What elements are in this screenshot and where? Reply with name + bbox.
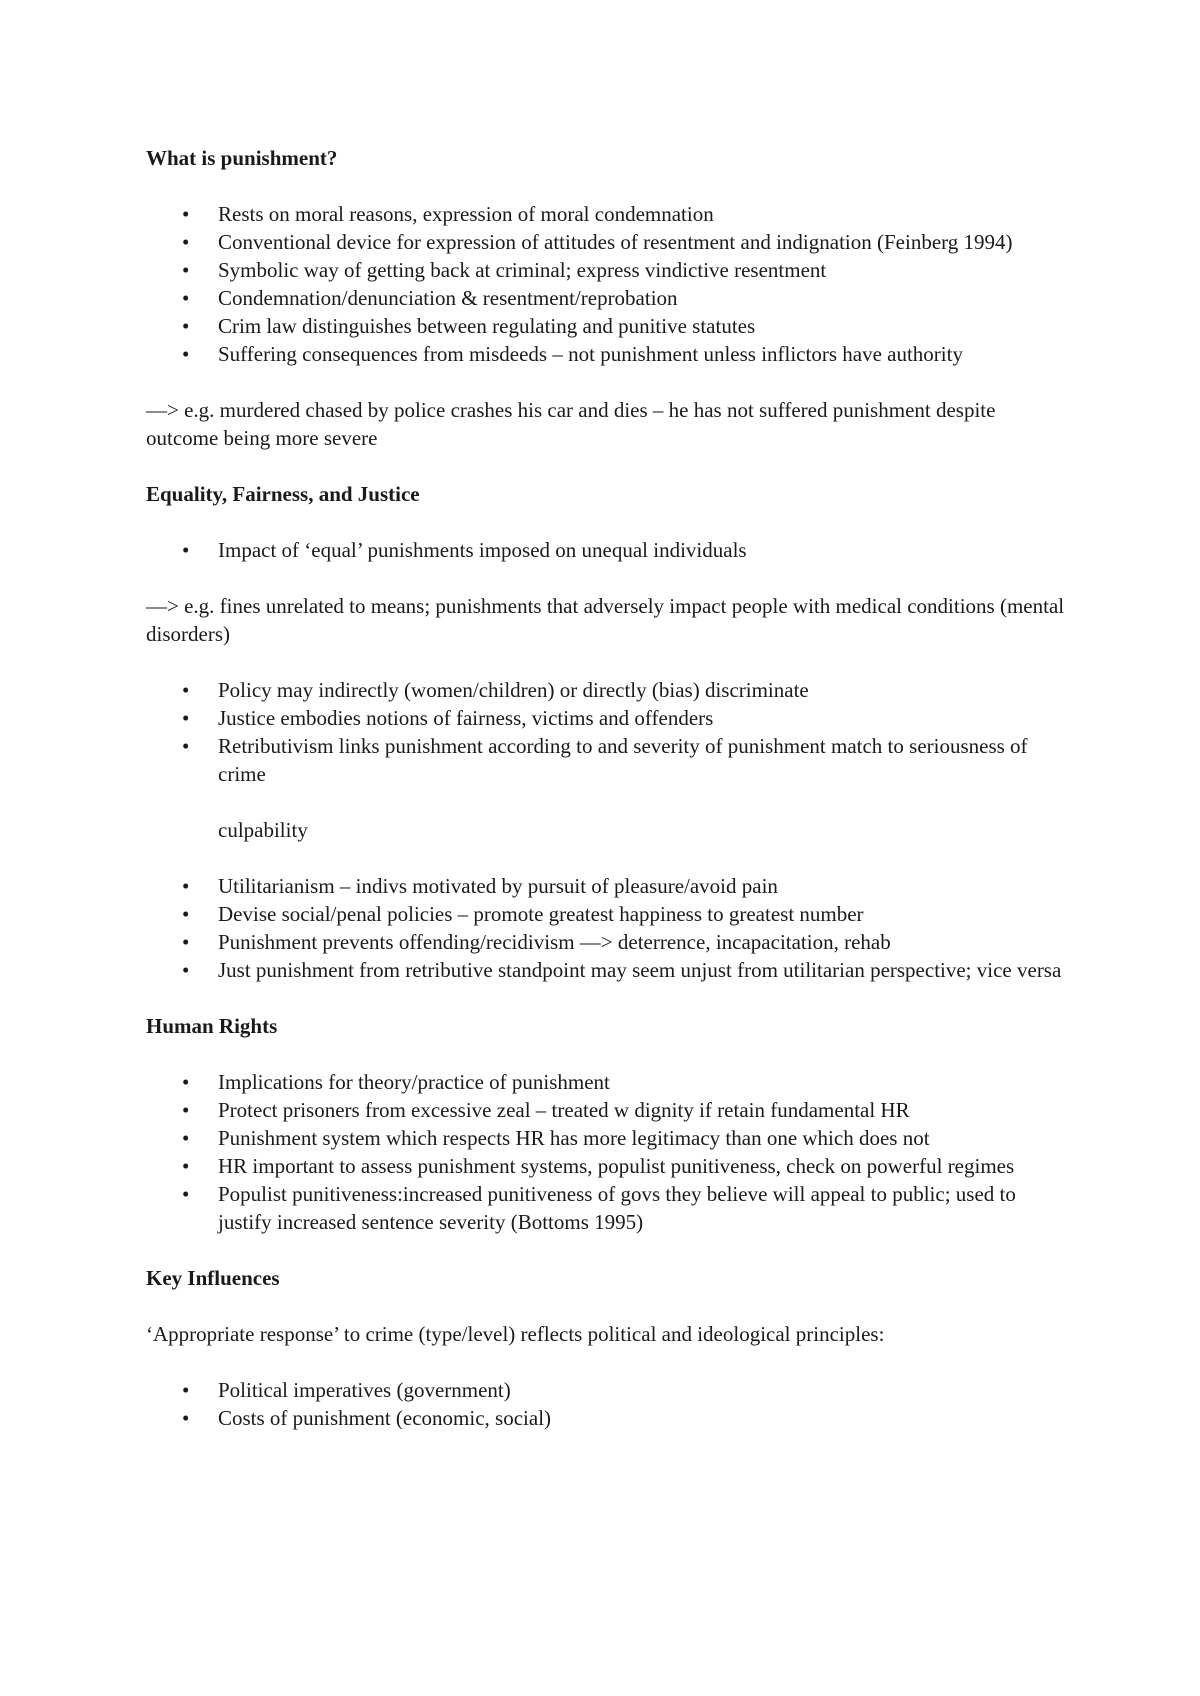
example-note: —> e.g. murdered chased by police crashes his car and dies – he has not suffered punishment despite outcome being more severe [146, 398, 996, 450]
bullet-list-human-rights [146, 1068, 1066, 1236]
heading-key-influences: Key Influences [146, 1266, 280, 1290]
list-item: • Political imperatives (government) [146, 1376, 1066, 1404]
list-item: • Conventional device for expression of attitudes of resentment and indignation (Feinberg 1994) [146, 228, 1066, 256]
list-item: • Condemnation/denunciation & resentment/reprobation [146, 284, 1066, 312]
heading-human-rights: Human Rights [146, 1014, 278, 1038]
list-item: • Utilitarianism – indivs motivated by pursuit of pleasure/avoid pain [146, 872, 1066, 900]
list-item: • Protect prisoners from excessive zeal – treated w dignity if retain fundamental HR [146, 1096, 1066, 1124]
list-item: • Symbolic way of getting back at criminal; express vindictive resentment [146, 256, 1066, 284]
bullet-list-key-influences [146, 1376, 1066, 1432]
list-item: • Just punishment from retributive standpoint may seem unjust from utilitarian perspective; vice versa [146, 956, 1066, 984]
list-item: • Retributivism links punishment according to and severity of punishment match to seriousness of crime [146, 732, 1066, 788]
indented-text: culpability [218, 818, 308, 842]
bullet-list-equality-a [146, 536, 1066, 564]
intro-paragraph: ‘Appropriate response’ to crime (type/level) reflects political and ideological principles: [146, 1322, 885, 1346]
list-item: • Policy may indirectly (women/children) or directly (bias) discriminate [146, 676, 1066, 704]
list-item: • Suffering consequences from misdeeds – not punishment unless inflictors have authority [146, 340, 1066, 368]
list-item: • Punishment prevents offending/recidivism —> deterrence, incapacitation, rehab [146, 928, 1066, 956]
bullet-list-equality-b [146, 676, 1066, 788]
list-item: • Justice embodies notions of fairness, victims and offenders [146, 704, 1066, 732]
list-item: • Impact of ‘equal’ punishments imposed on unequal individuals [146, 536, 1066, 564]
document-page [146, 144, 1066, 1432]
list-item: • Populist punitiveness:increased punitiveness of govs they believe will appeal to public; used to justify increased sentence severity (Bottoms 1995) [146, 1180, 1066, 1236]
list-item: • Devise social/penal policies – promote greatest happiness to greatest number [146, 900, 1066, 928]
heading-what-is-punishment: What is punishment? [146, 146, 338, 170]
bullet-list-equality-c [146, 872, 1066, 984]
heading-equality-fairness-justice: Equality, Fairness, and Justice [146, 482, 420, 506]
list-item: • Implications for theory/practice of punishment [146, 1068, 1066, 1096]
list-item: • Crim law distinguishes between regulating and punitive statutes [146, 312, 1066, 340]
list-item: • Punishment system which respects HR has more legitimacy than one which does not [146, 1124, 1066, 1152]
example-note: —> e.g. fines unrelated to means; punishments that adversely impact people with medical conditions (mental disorders) [146, 594, 1065, 646]
list-item: • Rests on moral reasons, expression of moral condemnation [146, 200, 1066, 228]
list-item: • Costs of punishment (economic, social) [146, 1404, 1066, 1432]
bullet-list-punishment [146, 200, 1066, 368]
list-item: • HR important to assess punishment systems, populist punitiveness, check on powerful regimes [146, 1152, 1066, 1180]
